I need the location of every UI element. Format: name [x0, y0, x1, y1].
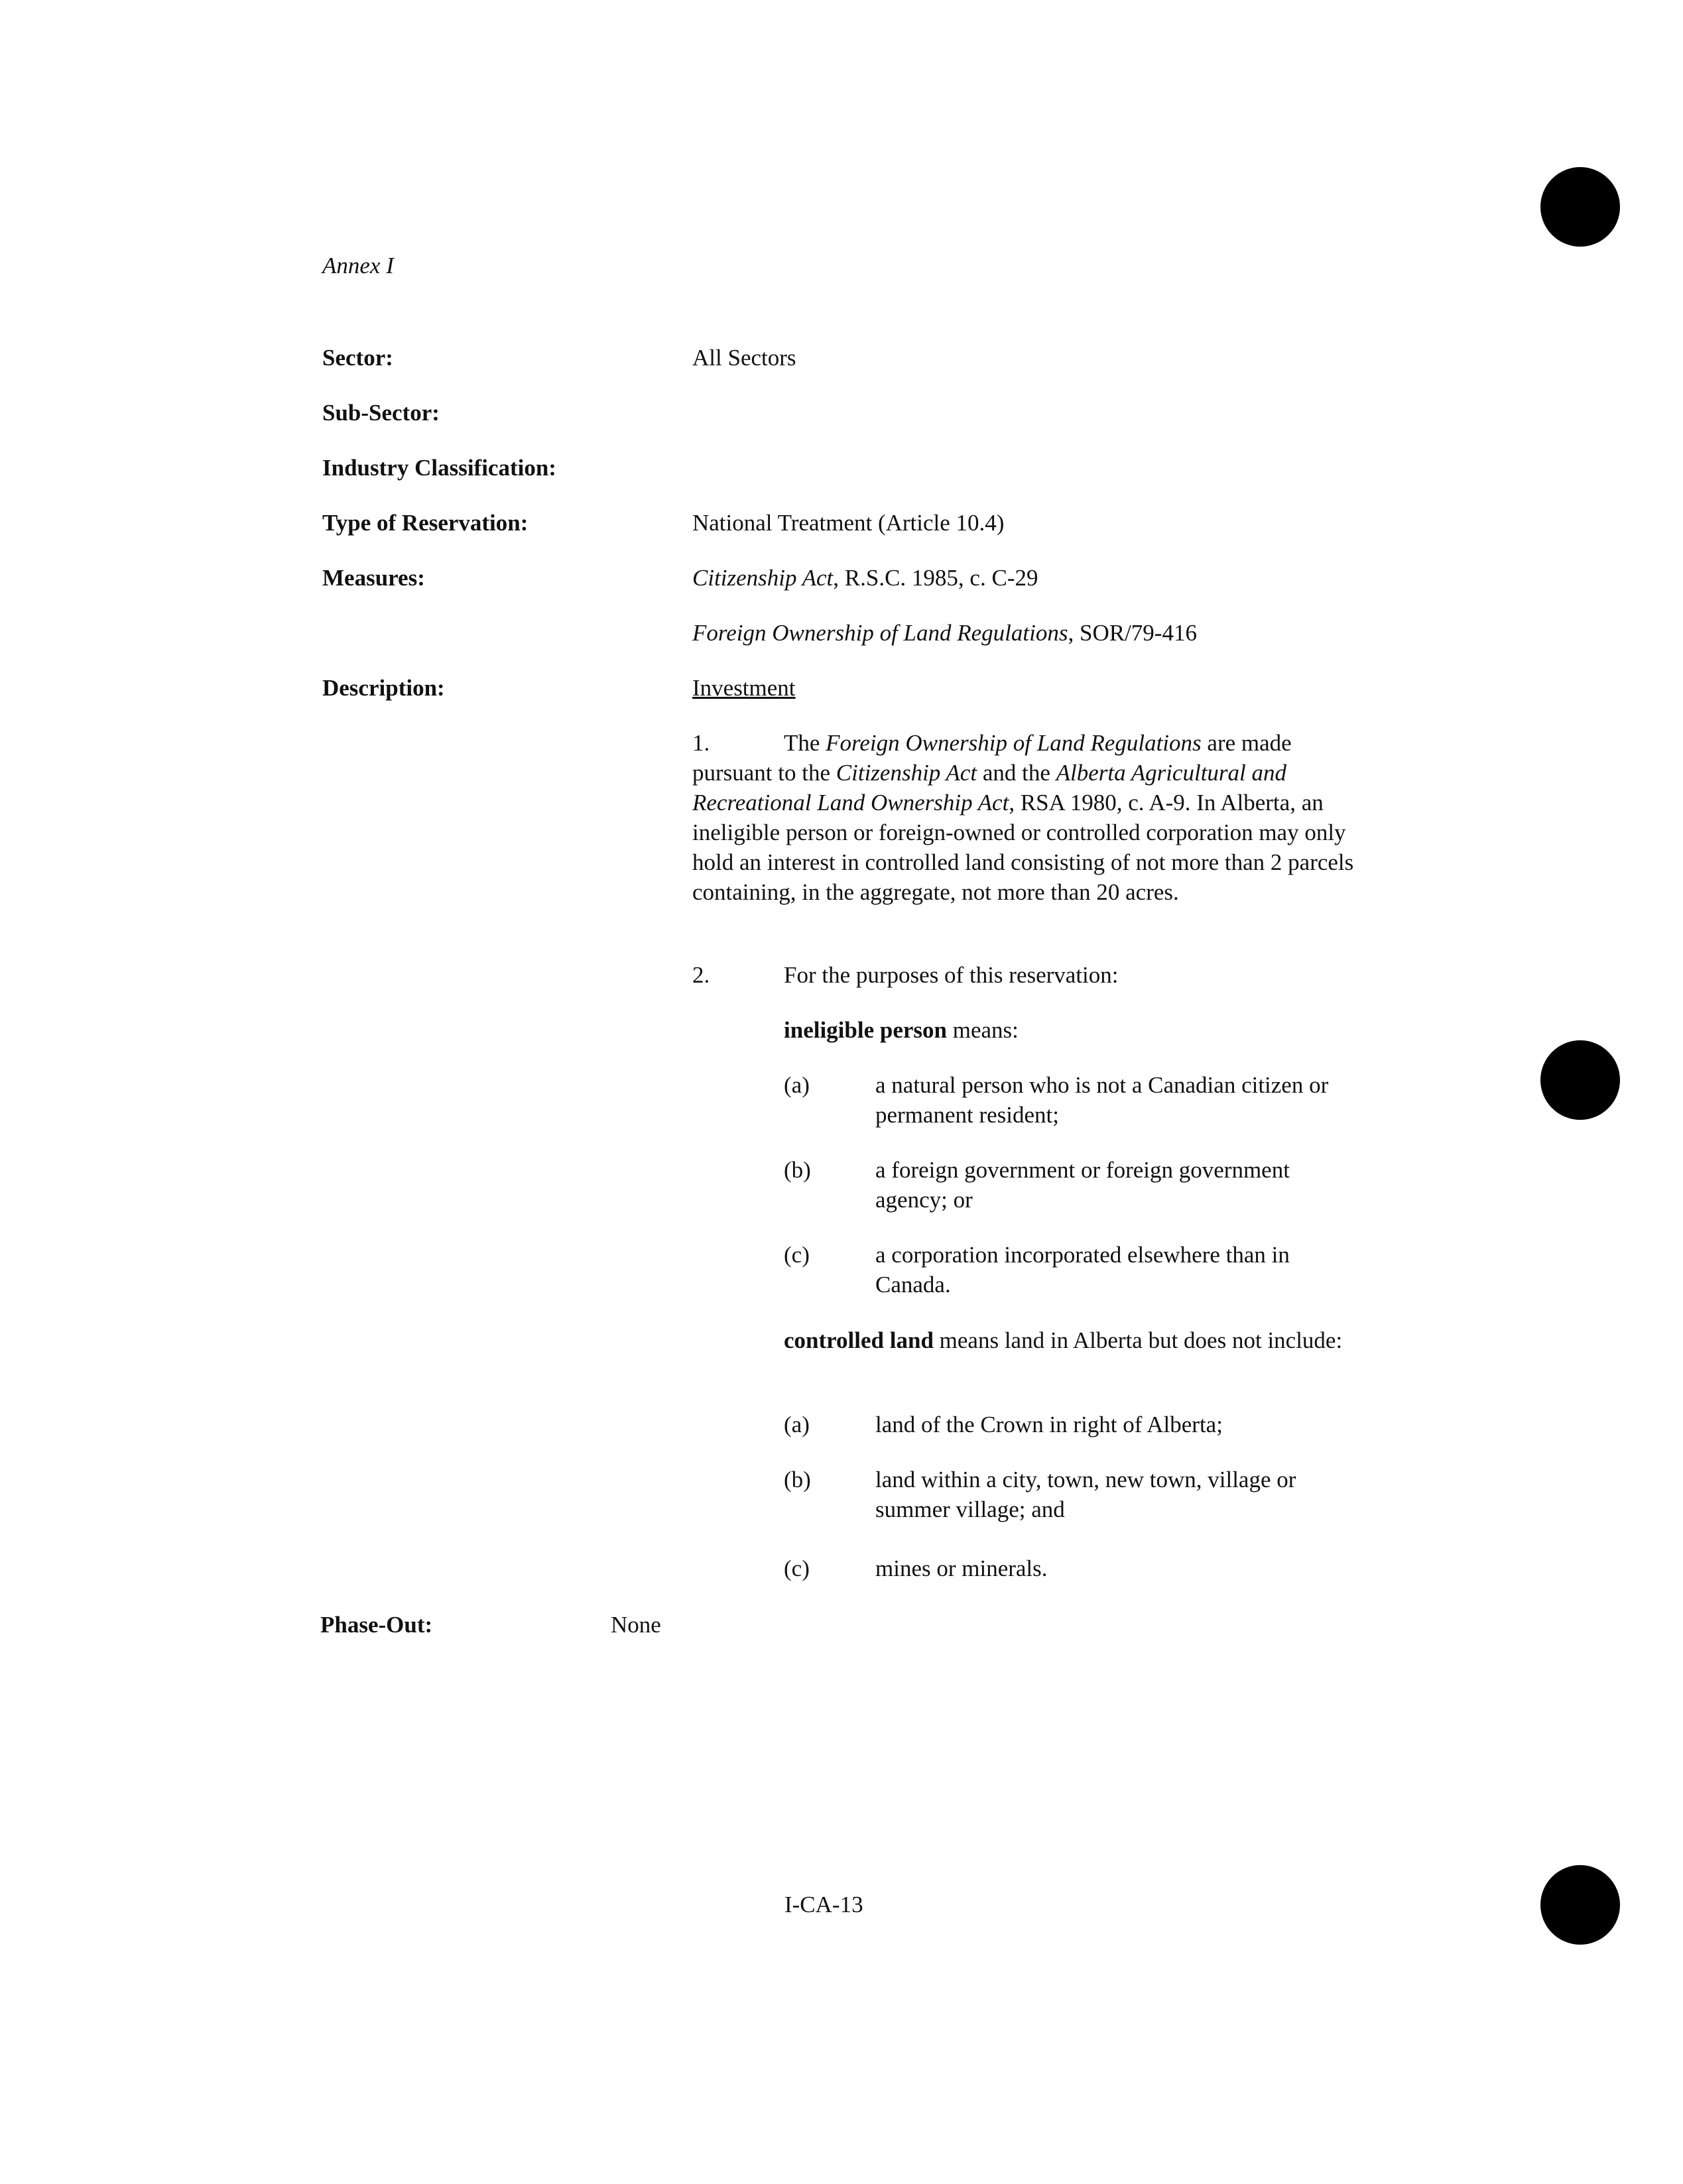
list-item-text: a natural person who is not a Canadian citizen or permanent resident; [875, 1072, 1329, 1128]
paragraph-1-alberta-act-title: Alberta Agricultural and Recreational Land Ownership Act [692, 760, 1287, 816]
paragraph-1-number: 1. [692, 730, 710, 756]
description-paragraph-1 [692, 728, 1355, 907]
subsector-label: Sub-Sector: [322, 400, 440, 426]
punch-hole-top [1540, 167, 1620, 247]
industry-classification-label: Industry Classification: [322, 455, 556, 481]
phase-out-value: None [611, 1612, 661, 1638]
list-item-text: mines or minerals. [875, 1555, 1048, 1581]
description-label: Description: [322, 675, 445, 701]
sector-value: All Sectors [692, 345, 796, 371]
list-item-letter: (a) [784, 1412, 810, 1437]
description-paragraph-2 [692, 960, 1355, 990]
definition-term: controlled land [784, 1327, 934, 1353]
measure-2-citation: , SOR/79-416 [1068, 620, 1197, 646]
paragraph-1-text-b: are made pursuant to the [692, 730, 1292, 786]
definition-term: ineligible person [784, 1017, 947, 1043]
definition-intro: means land in Alberta but does not include: [933, 1327, 1343, 1353]
reservation-type-label: Type of Reservation: [322, 510, 529, 536]
measure-1-citation: , R.S.C. 1985, c. C-29 [833, 565, 1038, 591]
list-item-text: land within a city, town, new town, village or summer village; and [875, 1467, 1296, 1522]
page-number: I-CA-13 [784, 1892, 863, 1917]
list-item-letter: (c) [784, 1242, 810, 1268]
list-item-text: a corporation incorporated elsewhere than in Canada. [875, 1242, 1290, 1298]
annex-header: Annex I [322, 253, 394, 278]
paragraph-1-text-c: and the [977, 760, 1056, 786]
sector-label: Sector: [322, 345, 393, 371]
punch-hole-bottom [1540, 1865, 1620, 1945]
paragraph-1-regulations-title: Foreign Ownership of Land Regulations [826, 730, 1202, 756]
list-item-letter: (c) [784, 1555, 810, 1581]
list-item-letter: (a) [784, 1072, 810, 1098]
definition-ineligible-person [784, 1015, 1367, 1045]
measure-2-title: Foreign Ownership of Land Regulations [692, 620, 1068, 646]
reservation-type-value: National Treatment (Article 10.4) [692, 510, 1005, 536]
list-item-letter: (b) [784, 1157, 811, 1183]
list-item-letter: (b) [784, 1467, 811, 1492]
paragraph-1-act-title: Citizenship Act [836, 760, 977, 786]
measure-foreign-ownership-regs [692, 618, 1197, 648]
list-item-text: land of the Crown in right of Alberta; [875, 1412, 1223, 1437]
measure-1-title: Citizenship Act [692, 565, 834, 591]
paragraph-1-text-d: , RSA 1980, c. A-9. In Alberta, an ineligible person or foreign-owned or controlled corporation may only hold an interest in controlled land consisting of not more than 2 parcels containing, in the aggregate, not more than 20 acres. [692, 790, 1354, 905]
measures-label: Measures: [322, 565, 425, 591]
paragraph-2-text: For the purposes of this reservation: [784, 962, 1119, 988]
measure-citizenship-act [692, 563, 1038, 593]
definition-controlled-land [784, 1325, 1367, 1355]
paragraph-1-text-a: The [784, 730, 826, 756]
paragraph-2-number: 2. [692, 962, 710, 988]
definition-intro: means: [947, 1017, 1019, 1043]
list-item-text: a foreign government or foreign government agency; or [875, 1157, 1290, 1213]
punch-hole-middle [1540, 1040, 1620, 1120]
description-heading: Investment [692, 675, 796, 701]
phase-out-label: Phase-Out: [320, 1612, 433, 1638]
